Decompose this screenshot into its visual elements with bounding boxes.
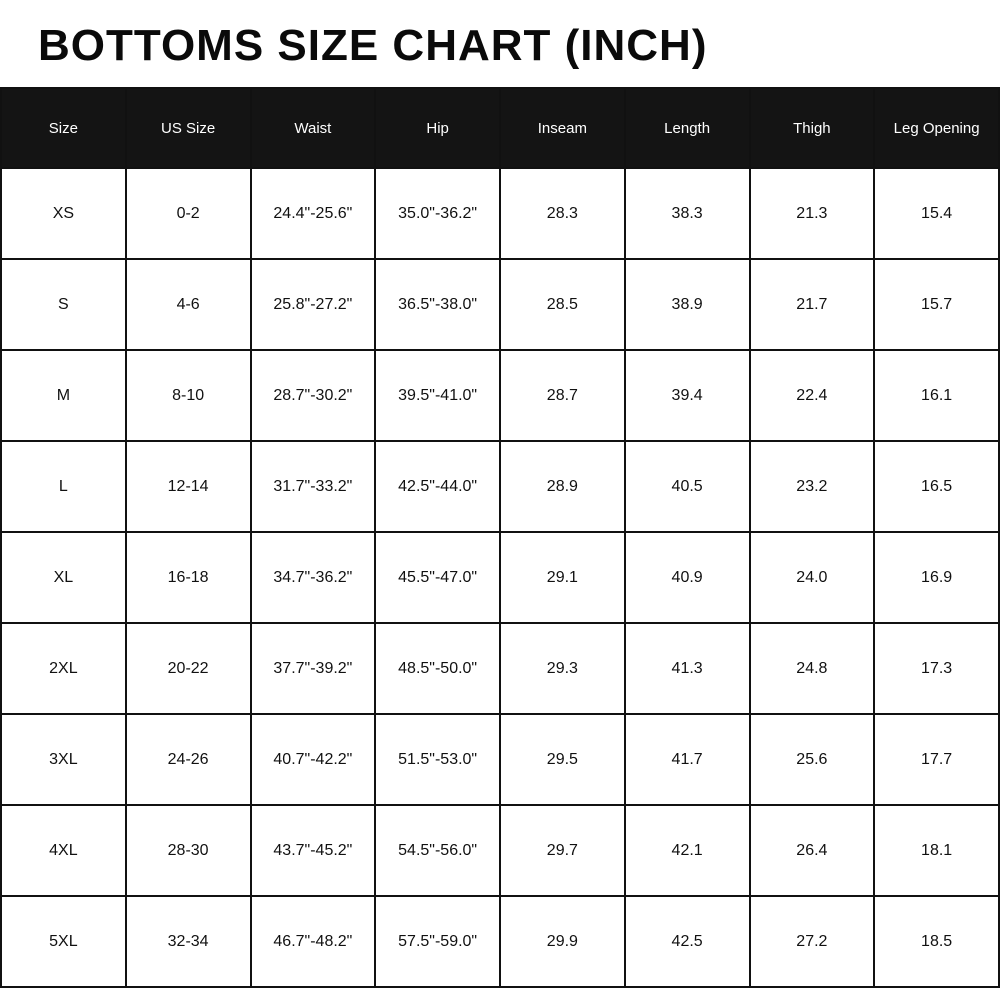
- cell-hip: 57.5"-59.0": [375, 896, 500, 987]
- table-row: [1, 805, 999, 896]
- cell-inseam: 28.3: [500, 168, 625, 259]
- cell-thigh: 24.8: [750, 623, 875, 714]
- cell-leg-opening: 18.1: [874, 805, 999, 896]
- cell-us-size: 0-2: [126, 168, 251, 259]
- cell-hip: 36.5"-38.0": [375, 259, 500, 350]
- cell-us-size: 4-6: [126, 259, 251, 350]
- table-row: [1, 532, 999, 623]
- cell-size: S: [1, 259, 126, 350]
- cell-thigh: 23.2: [750, 441, 875, 532]
- column-header-hip: Hip: [375, 88, 500, 168]
- page-title: BOTTOMS SIZE CHART (INCH): [38, 21, 708, 70]
- cell-thigh: 25.6: [750, 714, 875, 805]
- cell-waist: 37.7"-39.2": [251, 623, 376, 714]
- cell-us-size: 16-18: [126, 532, 251, 623]
- cell-size: 2XL: [1, 623, 126, 714]
- cell-waist: 25.8"-27.2": [251, 259, 376, 350]
- cell-size: XS: [1, 168, 126, 259]
- cell-thigh: 22.4: [750, 350, 875, 441]
- cell-us-size: 28-30: [126, 805, 251, 896]
- cell-size: 5XL: [1, 896, 126, 987]
- column-header-length: Length: [625, 88, 750, 168]
- cell-inseam: 29.9: [500, 896, 625, 987]
- cell-size: 3XL: [1, 714, 126, 805]
- table-header: [1, 88, 999, 168]
- cell-inseam: 28.5: [500, 259, 625, 350]
- cell-length: 41.7: [625, 714, 750, 805]
- cell-length: 40.9: [625, 532, 750, 623]
- cell-inseam: 29.1: [500, 532, 625, 623]
- cell-hip: 39.5"-41.0": [375, 350, 500, 441]
- cell-us-size: 12-14: [126, 441, 251, 532]
- cell-waist: 31.7"-33.2": [251, 441, 376, 532]
- cell-thigh: 24.0: [750, 532, 875, 623]
- cell-length: 39.4: [625, 350, 750, 441]
- column-header-inseam: Inseam: [500, 88, 625, 168]
- cell-hip: 51.5"-53.0": [375, 714, 500, 805]
- cell-hip: 42.5"-44.0": [375, 441, 500, 532]
- column-header-thigh: Thigh: [750, 88, 875, 168]
- cell-leg-opening: 16.9: [874, 532, 999, 623]
- cell-waist: 43.7"-45.2": [251, 805, 376, 896]
- cell-inseam: 29.7: [500, 805, 625, 896]
- cell-hip: 45.5"-47.0": [375, 532, 500, 623]
- cell-thigh: 21.7: [750, 259, 875, 350]
- cell-inseam: 28.9: [500, 441, 625, 532]
- cell-thigh: 27.2: [750, 896, 875, 987]
- cell-inseam: 29.5: [500, 714, 625, 805]
- cell-inseam: 29.3: [500, 623, 625, 714]
- cell-length: 40.5: [625, 441, 750, 532]
- cell-thigh: 26.4: [750, 805, 875, 896]
- cell-leg-opening: 17.7: [874, 714, 999, 805]
- cell-waist: 46.7"-48.2": [251, 896, 376, 987]
- cell-us-size: 32-34: [126, 896, 251, 987]
- cell-leg-opening: 16.1: [874, 350, 999, 441]
- column-header-waist: Waist: [251, 88, 376, 168]
- column-header-leg-opening: Leg Opening: [874, 88, 999, 168]
- cell-waist: 40.7"-42.2": [251, 714, 376, 805]
- cell-thigh: 21.3: [750, 168, 875, 259]
- cell-us-size: 24-26: [126, 714, 251, 805]
- cell-waist: 24.4"-25.6": [251, 168, 376, 259]
- cell-hip: 54.5"-56.0": [375, 805, 500, 896]
- table-row: [1, 350, 999, 441]
- cell-size: 4XL: [1, 805, 126, 896]
- table-row: [1, 896, 999, 987]
- column-header-size: Size: [1, 88, 126, 168]
- cell-length: 42.5: [625, 896, 750, 987]
- cell-leg-opening: 15.7: [874, 259, 999, 350]
- cell-length: 38.9: [625, 259, 750, 350]
- cell-waist: 28.7"-30.2": [251, 350, 376, 441]
- cell-hip: 48.5"-50.0": [375, 623, 500, 714]
- cell-leg-opening: 18.5: [874, 896, 999, 987]
- cell-waist: 34.7"-36.2": [251, 532, 376, 623]
- table-row: [1, 714, 999, 805]
- cell-length: 42.1: [625, 805, 750, 896]
- cell-us-size: 20-22: [126, 623, 251, 714]
- cell-leg-opening: 17.3: [874, 623, 999, 714]
- cell-size: L: [1, 441, 126, 532]
- table-row: [1, 441, 999, 532]
- cell-leg-opening: 16.5: [874, 441, 999, 532]
- cell-size: XL: [1, 532, 126, 623]
- size-chart-table: [0, 87, 1000, 988]
- table-row: [1, 259, 999, 350]
- cell-leg-opening: 15.4: [874, 168, 999, 259]
- table-body: [1, 168, 999, 987]
- cell-us-size: 8-10: [126, 350, 251, 441]
- cell-length: 41.3: [625, 623, 750, 714]
- cell-size: M: [1, 350, 126, 441]
- table-row: [1, 168, 999, 259]
- cell-inseam: 28.7: [500, 350, 625, 441]
- cell-hip: 35.0"-36.2": [375, 168, 500, 259]
- cell-length: 38.3: [625, 168, 750, 259]
- column-header-us-size: US Size: [126, 88, 251, 168]
- table-row: [1, 623, 999, 714]
- header-row: [1, 88, 999, 168]
